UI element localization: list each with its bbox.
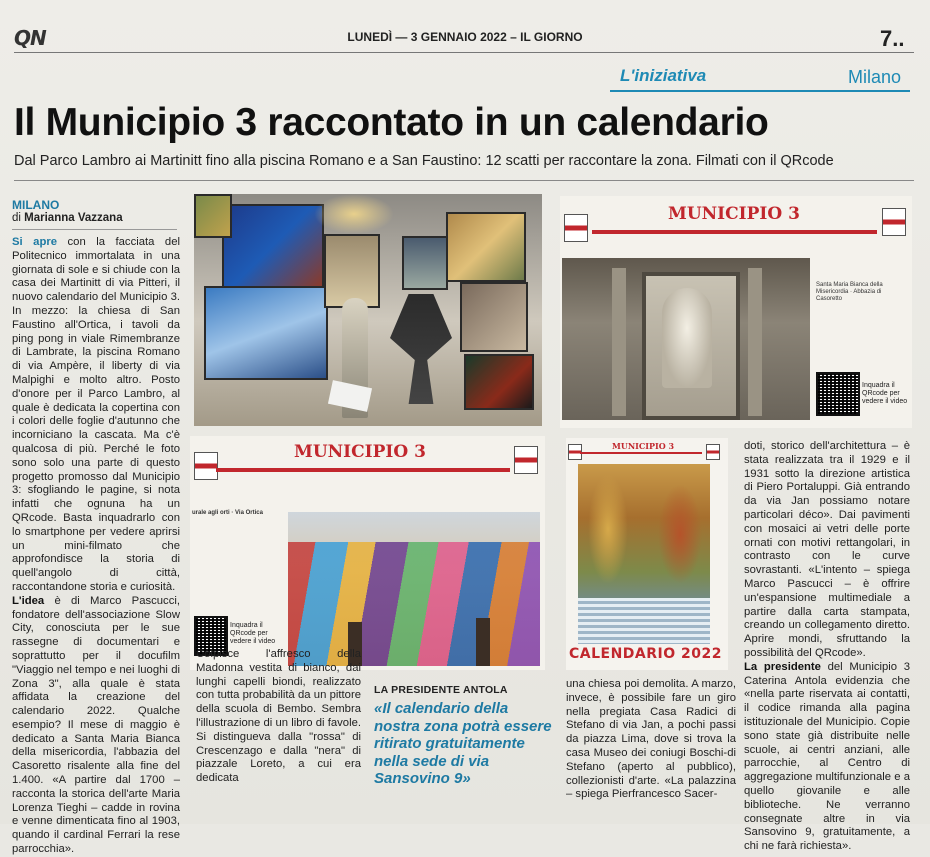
calendar-caption: Santa Maria Bianca della Misericordia · Abbazia di Casoretto bbox=[816, 282, 883, 303]
calendar-cover bbox=[566, 438, 728, 670]
newspaper-logo: QN bbox=[14, 26, 46, 50]
section-city: Milano bbox=[848, 67, 902, 87]
paragraph-text: del Municipio 3 Caterina Antola evidenzia che «nella parte riservata ai contatti, il codice rimanda alla pagina istituzionale del Municipio. Copie sono state già distribuite nelle scuole, ai centri anziani, alle parrocchie, al Centro di aggregazione multifunzionale e a quello giovanile e alle biblioteche. Ne verranno consegnate altre in via Sansovino 9, gratuitamente, a chi ne farà richiesta». bbox=[744, 660, 910, 853]
qrcode-icon[interactable] bbox=[816, 372, 860, 416]
byline-author: Marianna Vazzana bbox=[24, 212, 123, 224]
paragraph-lead: La presidente bbox=[744, 660, 821, 673]
paragraph-text: è di Marco Pascucci, fondatore dell'associazione Slow City, conosciuta per le sue rassegne di documentari e soprattutto per il docufilm "Viaggio nel tempo e nei luoghi di Zona 3", alla quale è stata affidata la creazione del calendario 2022. Qualche esempio? Il mese di maggio è dedicato a Santa Maria Bianca della misericordia, l'abbazia del Casoretto risalente alla fine del 1.400. «A partire dal 1700 – racconta la storica dell'arte Maria Lorenza Tieghi – cadde in rovina e venne dimenticata fino al 1903, quando il cardinal Ferrari la rese parrocchia». bbox=[12, 594, 180, 856]
comune-crest-icon bbox=[514, 446, 538, 474]
section-rule bbox=[610, 90, 910, 92]
section-label: L'iniziativa bbox=[620, 66, 707, 85]
municipio-logo-icon bbox=[564, 214, 588, 242]
pull-quote: «Il calendario della nostra zona potrà essere ritirato gratuitamente nella sede di via Sansovino 9» bbox=[374, 700, 552, 787]
article-subhead: Dal Parco Lambro ai Martinitt fino alla piscina Romano e a San Faustino: 12 scatti per raccontare la zona. Filmati con il QRcode bbox=[14, 153, 834, 169]
calendar-caption: urale agli orti · Via Ortica bbox=[192, 510, 263, 516]
article-column-2 bbox=[196, 648, 361, 786]
article-kicker: MILANO bbox=[12, 198, 60, 212]
article-byline bbox=[12, 212, 123, 224]
mural-photo bbox=[288, 512, 540, 666]
calendar-title: MUNICIPIO 3 bbox=[294, 442, 426, 462]
calendar-red-rule bbox=[592, 230, 877, 234]
article-headline: Il Municipio 3 raccontato in un calendario bbox=[14, 101, 769, 144]
municipio-logo-icon bbox=[194, 452, 218, 480]
calendar-year: CALENDARIO 2022 bbox=[569, 646, 722, 662]
paragraph-text: Colpisce l'affresco della Madonna vestita di bianco, dai lunghi capelli biondi, realizzato con tutta probabilità da un pittore della scuola di Bembo. Sembra l'illustrazione di un libro di favole. Si distingueva dalla "rossa" di Crescenzago e dalla "nera" di piazzale Loreto, a cui era dedicata bbox=[196, 648, 361, 785]
calendar-page-casoretto bbox=[560, 196, 912, 428]
calendar-red-rule bbox=[216, 468, 510, 472]
sidebar-kicker: LA PRESIDENTE ANTOLA bbox=[374, 684, 508, 696]
masthead-rule bbox=[14, 52, 914, 53]
calendar-red-rule bbox=[580, 452, 702, 454]
page-number: 7.. bbox=[880, 26, 905, 51]
paragraph-text: doti, storico dell'architettura – è stata realizzata tra il 1929 e il 1931 sotto la direzione artistica di Piero Portaluppi. Già entrando da via Jan possiamo notare particolari déco». Dai pavimenti con mosaici ai vetri delle porte ornati con motivi rettangolari, in contrasto con le curve sovrastanti. «L'intento – spiega Marco Pascucci – è offrire un'espansione multimediale a partire dalla carta stampata, creando un collegamento diretto. Aprire mondi, sfruttando la possibilità del QRcode». bbox=[744, 440, 910, 659]
article-column-1 bbox=[12, 236, 180, 857]
abbey-fresco-photo bbox=[562, 258, 810, 420]
article-column-4 bbox=[744, 440, 910, 854]
paragraph-text: una chiesa poi demolita. A marzo, invece, è possibile fare un giro nella pregiata Casa Radici di Stefano di via Jan, a pochi passi da piazza Lima, dove si trova la casa Museo dei coniugi Boschi-di Stefano (aperto al pubblico), collezionisti d'arte. «La palazzina – spiega Pierfrancesco Sacer- bbox=[566, 678, 736, 801]
qr-caption: Inquadra il QRcode per vedere il video bbox=[862, 382, 908, 405]
qr-caption: Inquadra il QRcode per vedere il video bbox=[230, 622, 276, 645]
calendar-cover-title: MUNICIPIO 3 bbox=[612, 441, 675, 451]
paragraph-text: con la facciata del Politecnico immortalata in una giornata di sole e si chiude con la casa dei Martinitt di via Pitteri, il nuovo calendario del Municipio 3. In mezzo: la chiesa di San Faustino all'Ortica, i tavoli da ping pong in viale Rimembranze di Lambrate, la piscina Romano di via Ampère, il liberty di via Malpighi e molto altro. Posto d'onore per il Parco Lambro, al quale è dedicata la copertina con i colori delle foglie d'autunno che incorniciano la cascata. Ma c'è qualcosa di più. Perché le foto sono solo una parte di questo progetto promosso dal Municipio 3: sfogliando le pagine, si nota infatti che ognuna ha un QRcode. Basta inquadrarlo con lo smartphone per vedere aprirsi un mini-filmato che approfondisce la storia di quell'angolo di città, raccontandone storia e curiosità. bbox=[12, 236, 180, 593]
calendar-page-ortica bbox=[190, 436, 545, 670]
calendar-title: MUNICIPIO 3 bbox=[668, 204, 800, 224]
comune-crest-icon bbox=[882, 208, 906, 236]
paragraph-lead: Si apre bbox=[12, 236, 58, 248]
byline-prefix: di bbox=[12, 212, 21, 224]
article-column-3 bbox=[566, 678, 736, 802]
headline-rule bbox=[14, 180, 914, 181]
exhibition-photo bbox=[194, 194, 542, 426]
dateline: LUNEDÌ — 3 GENNAIO 2022 – IL GIORNO bbox=[347, 30, 583, 44]
paragraph-lead: L'idea bbox=[12, 594, 45, 607]
byline-rule bbox=[12, 229, 177, 230]
comune-crest-icon bbox=[706, 444, 720, 460]
parco-lambro-photo bbox=[578, 464, 710, 644]
